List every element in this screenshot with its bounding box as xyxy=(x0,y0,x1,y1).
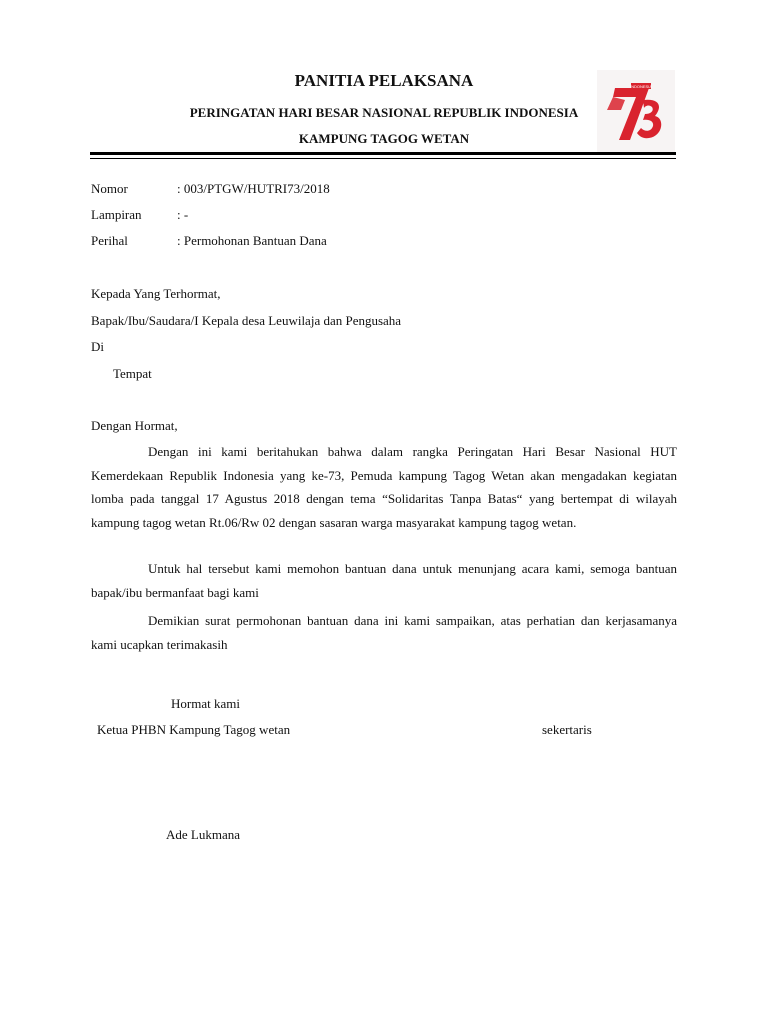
address-recipient: Bapak/Ibu/Saudara/I Kepala desa Leuwilaja dan Pengusaha xyxy=(91,313,402,328)
chair-name: Ade Lukmana xyxy=(166,827,241,842)
letterhead-title: PANITIA PELAKSANA xyxy=(294,71,474,90)
letterhead-location: KAMPUNG TAGOG WETAN xyxy=(298,131,470,146)
chair-title: Ketua PHBN Kampung Tagog wetan xyxy=(97,722,291,737)
perihal-value: : Permohonan Bantuan Dana xyxy=(177,233,327,248)
secretary-title: sekertaris xyxy=(542,722,592,737)
closing-regards: Hormat kami xyxy=(171,696,240,711)
body-paragraph-3 xyxy=(91,609,677,656)
address-place: Tempat xyxy=(113,366,152,381)
address-greeting: Kepada Yang Terhormat, xyxy=(91,286,221,301)
paragraph-2-text: Untuk hal tersebut kami memohon bantuan dana untuk menunjang acara kami, semoga bantuan bapak/ibu bermanfaat bagi kami xyxy=(91,561,677,600)
salutation: Dengan Hormat, xyxy=(91,418,178,433)
nomor-label: Nomor xyxy=(91,181,128,196)
nomor-value: : 003/PTGW/HUTRI73/2018 xyxy=(177,181,330,196)
letterhead-subtitle: PERINGATAN HARI BESAR NASIONAL REPUBLIK INDONESIA xyxy=(189,105,579,120)
paragraph-1-text: Dengan ini kami beritahukan bahwa dalam rangka Peringatan Hari Besar Nasional HUT Kemerdekaan Republik Indonesia yang ke-73, Pemuda kampung Tagog Wetan akan mengadakan kegiatan lomba pada tanggal 17 Agustus 2018 dengan tema “Solidaritas Tanpa Batas“ yang bertempat di wilayah kampung tagog wetan Rt.06/Rw 02 dengan sasaran warga masyarakat kampung tagog wetan. xyxy=(91,444,677,530)
header-rule-thin xyxy=(90,158,676,159)
body-paragraph-2 xyxy=(91,557,677,604)
logo-badge-text: INDONESIA xyxy=(629,84,653,89)
lampiran-label: Lampiran xyxy=(91,207,142,222)
address-di: Di xyxy=(91,339,104,354)
hut-ri-73-logo xyxy=(597,70,675,154)
header-rule-thick xyxy=(90,152,676,155)
lampiran-value: : - xyxy=(177,207,189,222)
body-paragraph-1 xyxy=(91,440,677,534)
paragraph-3-text: Demikian surat permohonan bantuan dana ini kami sampaikan, atas perhatian dan kerjasamanya kami ucapkan terimakasih xyxy=(91,613,677,652)
perihal-label: Perihal xyxy=(91,233,128,248)
